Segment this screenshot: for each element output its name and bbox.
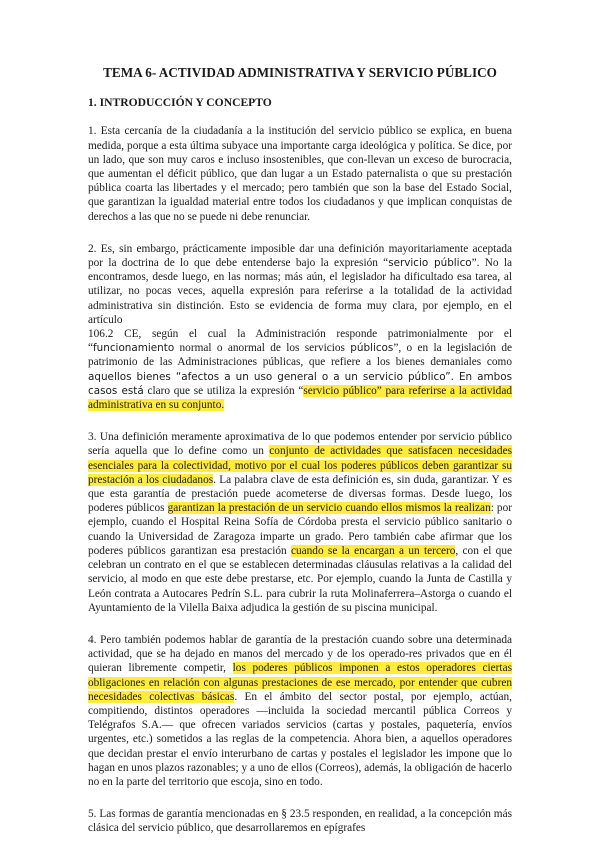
paragraph-4 [88,633,512,789]
paragraph-2 [88,242,512,412]
paragraph-2-text-c: 106.2 CE, según el cual la Administración responde patrimonialmente por el “ [88,328,512,355]
paragraph-3 [88,430,512,615]
paragraph-5-text: 5. Las formas de garantía mencionadas en § 23.5 responden, en realidad, a la concepción más clásica del servicio público, que desarrollaremos en epígrafes [88,808,512,835]
section-heading: 1. INTRODUCCIÓN Y CONCEPTO [88,96,272,110]
paragraph-1-text: 1. Esta cercanía de la ciudadanía a la institución del servicio público se explica, en buena medida, porque a esta última subyace una importante carga ideológica y política. Se dice, por un lado, que son muy caros e incluso insostenibles, que con-llevan un exceso de burocracia, que aumentan el déficit público, que dan lugar a un Estado paternalista o que su prestación pública coarta las libertades y el mercado; pero también que son la base del Estado Social, que garantizan la igualdad material entre todos los ciudadanos y que implican conquistas de derechos a las que no se puede ni debe renunciar. [88,125,512,223]
term-publicos: públicos [350,342,394,355]
paragraph-3-text-b: . La palabra clave de esta definición es, sin duda, garantizar. Y es que esta garantía de prestación puede acometerse de diversas formas. Desde luego, los poderes públicos [88,473,513,515]
paragraph-2-text-e: ”, o en la legislación de patrimonio de las Administraciones públicas, que refiere a los bienes demaniales como [88,342,512,369]
paragraph-3-text-c: : por ejemplo, cuando el Hospital Reina Sofía de Córdoba presta el servicio público sanitario o cuando la Universidad de Zaragoza imparte un grado. Pero también cabe afirmar que los poderes públicos garantizan esa prestación [88,502,512,557]
highlight-definicion: conjunto de actividades que satisfacen necesidades esenciales para la colectividad, motivo por el cual los poderes públicos deben garantizar su prestación a los ciudadanos [88,445,512,486]
paragraph-1 [88,124,512,223]
highlight-obligaciones-operadores: los poderes públicos imponen a estos operadores ciertas obligaciones en relación con algunas prestaciones de ese mercado, por entender que cubren necesidades colectivas básicas [88,662,512,703]
paragraph-3-text-d: , con el que celebran un contrato en el que se establecen determinadas cláusulas relativas a la calidad del servicio, al modo en que este debe prestarse, etc. Por ejemplo, cuando la Junta de Castilla y León contrata a Autocares Pedrín S.L. para cubrir la ruta Molinaferrera–Astorga o cuando el Ayuntamiento de la Vilella Baixa adjudica la gestión de su piscina municipal. [88,544,512,614]
paragraph-3-text: 3. Una definición meramente aproximativa de lo que podemos entender por servicio público sería aquella que lo define como un [88,431,512,458]
paragraph-2-text: 2. Es, sin embargo, prácticamente imposible dar una definición mayoritariamente aceptada por la doctrina de lo que debe entenderse bajo la expresión “ [88,242,512,270]
highlight-encargo-tercero: cuando se la encargan a un tercero [290,544,456,557]
paragraph-4-text: 4. Pero también podemos hablar de garantía de la prestación cuando sobre una determinada actividad, que se ha dejado en manos del mercado y de los operado-res privados que en él quieran libremente competir, [88,633,512,675]
paragraph-5 [88,807,512,835]
highlight-realizacion-propia: garantizan la prestación de un servicio cuando ellos mismos la realizan [167,502,491,515]
term-funcionamiento: funcionamiento [93,342,175,355]
paragraph-2-text-b: ”. No la encontramos, desde luego, en las normas; más aún, el legislador ha dificultado esa tarea, al utilizar, no pocas veces, aquella expresión para referirse a la totalidad de la actividad administrativa sin distinción. Esto se evidencia de forma muy clara, por ejemplo, en el artículo [88,257,512,326]
paragraph-2-text-d: normal o anormal de los servicios [174,342,351,355]
highlight-servicio-publico-conjunto: servicio público” para referirse a la actividad administrativa en su conjunto. [88,384,512,412]
quote-bienes-demaniales: aquellos bienes “afectos a un uso general o a un servicio público”. En ambos casos está [88,370,512,397]
document-title: TEMA 6- ACTIVIDAD ADMINISTRATIVA Y SERVICIO PÚBLICO [103,65,497,80]
term-servicio-publico: servicio público [388,257,472,270]
paragraph-4-text-b: . En el ámbito del sector postal, por ejemplo, actúan, compitiendo, distintos operadores —incluida la sociedad mercantil pública Correos y Telégrafos S.A.— que ofrecen variados servicios (cartas y postales, paquetería, envíos urgentes, etc.) sometidos a las reglas de la competencia. Ahora bien, a aquellos operadores que decidan prestar el envío interurbano de cartas y postales el legislador les impone que lo hagan en unos plazos razonables; y a uno de ellos (Correos), además, la obligación de hacerlo no en la parte del territorio que escoja, sino en todo. [88,690,512,788]
paragraph-2-text-f: claro que se utiliza la expresión “ [143,384,304,397]
